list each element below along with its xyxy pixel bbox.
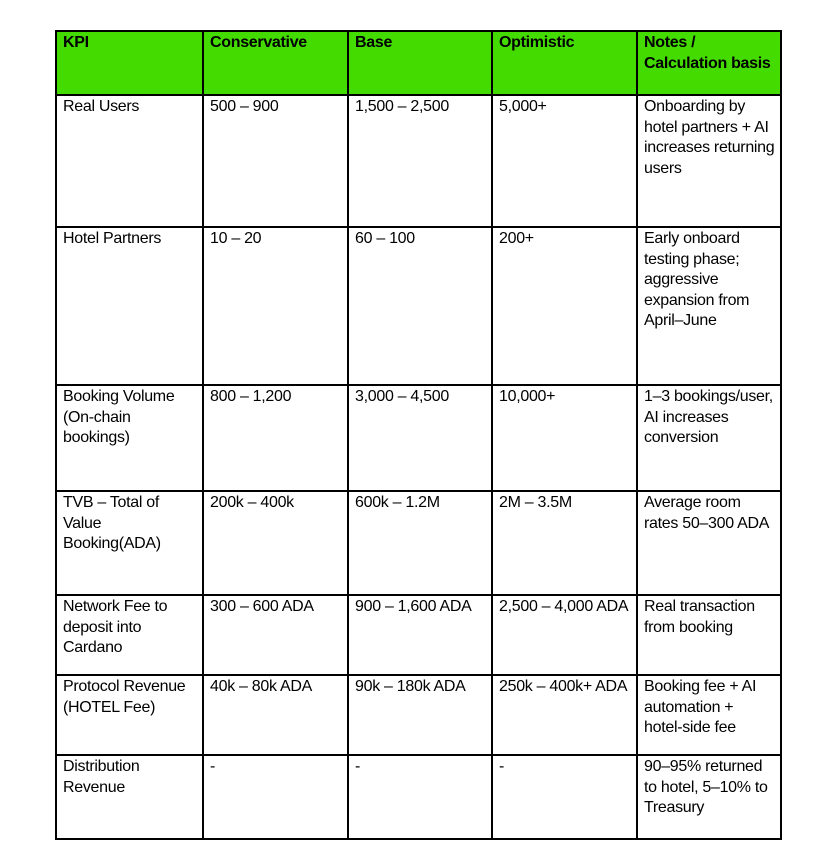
table-row [56,595,781,675]
table-row [56,385,781,491]
cell-conservative: - [203,755,348,839]
header-kpi: KPI [56,31,203,95]
cell-optimistic: 2,500 – 4,000 ADA [492,595,637,675]
cell-optimistic: 250k – 400k+ ADA [492,675,637,755]
cell-kpi: Hotel Partners [56,227,203,385]
kpi-table [55,30,782,840]
cell-notes: 90–95% returned to hotel, 5–10% to Treasury [637,755,781,839]
cell-notes: Real transaction from booking [637,595,781,675]
cell-notes: 1–3 bookings/user, AI increases conversion [637,385,781,491]
cell-base: - [348,755,492,839]
cell-kpi: Network Fee to deposit into Cardano [56,595,203,675]
cell-base: 60 – 100 [348,227,492,385]
cell-kpi: Protocol Revenue (HOTEL Fee) [56,675,203,755]
cell-kpi: Distribution Revenue [56,755,203,839]
cell-notes: Booking fee + AI automation + hotel-side fee [637,675,781,755]
cell-optimistic: - [492,755,637,839]
table-row [56,755,781,839]
cell-notes: Average room rates 50–300 ADA [637,491,781,595]
cell-base: 90k – 180k ADA [348,675,492,755]
cell-optimistic: 200+ [492,227,637,385]
cell-kpi: Real Users [56,95,203,227]
cell-notes: Onboarding by hotel partners + AI increases returning users [637,95,781,227]
cell-conservative: 800 – 1,200 [203,385,348,491]
cell-conservative: 10 – 20 [203,227,348,385]
cell-kpi: TVB – Total of Value Booking(ADA) [56,491,203,595]
cell-conservative: 500 – 900 [203,95,348,227]
table-row [56,95,781,227]
cell-optimistic: 5,000+ [492,95,637,227]
cell-conservative: 300 – 600 ADA [203,595,348,675]
header-base: Base [348,31,492,95]
cell-optimistic: 2M – 3.5M [492,491,637,595]
header-notes: Notes / Calculation basis [637,31,781,95]
cell-kpi: Booking Volume (On-chain bookings) [56,385,203,491]
cell-base: 600k – 1.2M [348,491,492,595]
header-optimistic: Optimistic [492,31,637,95]
cell-notes: Early onboard testing phase; aggressive expansion from April–June [637,227,781,385]
table-row [56,675,781,755]
table-row [56,491,781,595]
cell-conservative: 40k – 80k ADA [203,675,348,755]
cell-base: 1,500 – 2,500 [348,95,492,227]
cell-conservative: 200k – 400k [203,491,348,595]
table-row [56,227,781,385]
header-conservative: Conservative [203,31,348,95]
table-header-row [56,31,781,95]
cell-base: 900 – 1,600 ADA [348,595,492,675]
cell-optimistic: 10,000+ [492,385,637,491]
cell-base: 3,000 – 4,500 [348,385,492,491]
